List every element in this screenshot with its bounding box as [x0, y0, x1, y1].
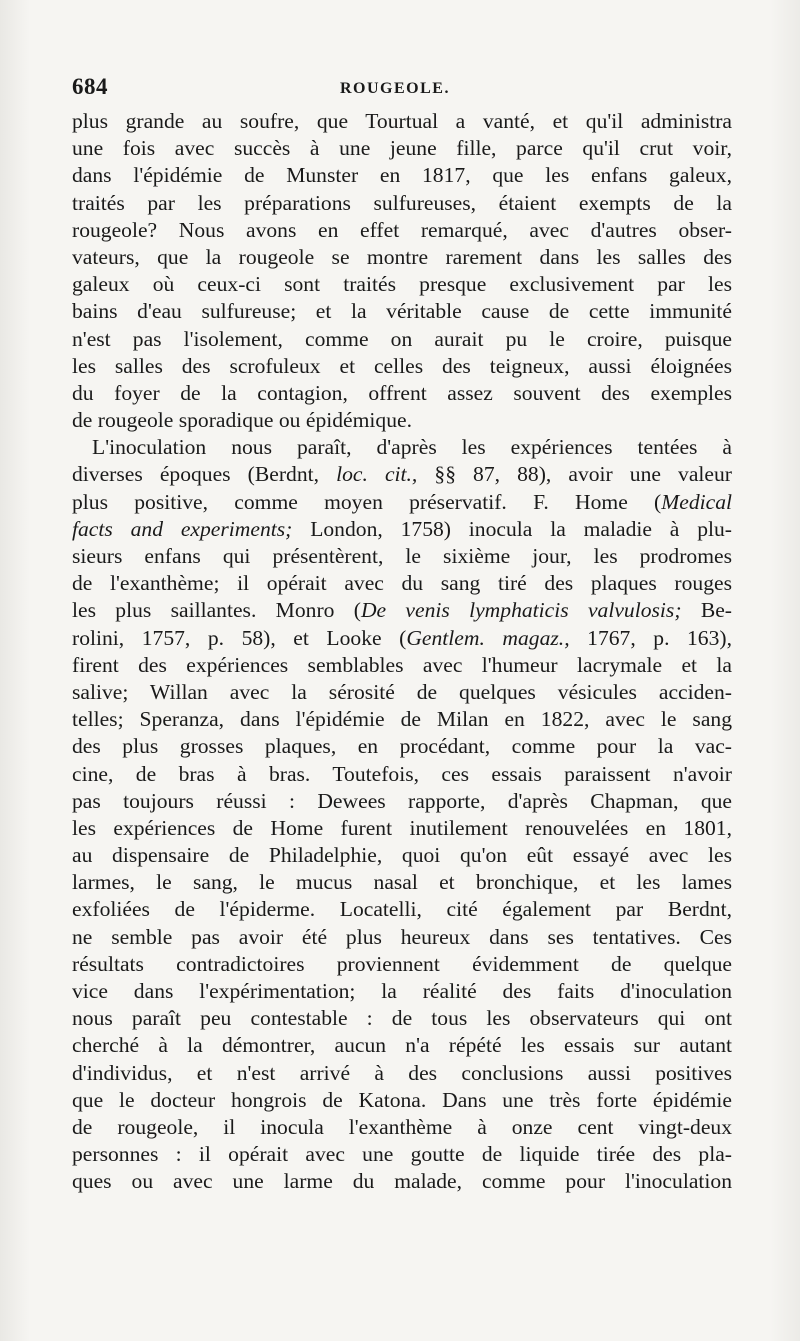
text-line: ne semble pas avoir été plus heureux dans ses tentatives. Ces	[72, 924, 732, 949]
text-line: les salles des scrofuleux et celles des teigneux, aussi éloignées	[72, 353, 732, 378]
text-line: plus grande au soufre, que Tourtual a vanté, et qu'il administra	[72, 109, 732, 133]
text-line: telles; Speranza, dans l'épidémie de Milan en 1822, avec le sang	[72, 707, 732, 732]
text-line: rougeole? Nous avons en effet remarqué, avec d'autres obser-	[72, 217, 732, 242]
text-line: de rougeole sporadique ou épidémique.	[72, 408, 412, 433]
text-line: cherché à la démontrer, aucun n'a répété les essais sur autant	[72, 1033, 732, 1058]
text-line: firent des expériences semblables avec l'humeur lacrymale et la	[72, 652, 732, 677]
text-line: des plus grosses plaques, en procédant, comme pour la vac-	[72, 734, 732, 759]
text-line: au dispensaire de Philadelphie, quoi qu'on eût essayé avec les	[72, 843, 732, 868]
running-title: ROUGEOLE.	[340, 80, 450, 97]
text-line: L'inoculation nous paraît, d'après les expériences tentées à	[92, 435, 732, 460]
text-line: plus positive, comme moyen préservatif. F. Home (Medical	[72, 489, 732, 514]
text-line: vateurs, que la rougeole se montre rarement dans les salles des	[72, 244, 732, 269]
text-line: de l'exanthème; il opérait avec du sang tiré des plaques rouges	[72, 571, 732, 596]
body-text	[72, 108, 732, 1196]
text-line: vice dans l'expérimentation; la réalité des faits d'inoculation	[72, 979, 732, 1003]
text-line: traités par les préparations sulfureuses, étaient exempts de la	[72, 190, 732, 215]
text-line: salive; Willan avec la sérosité de quelques vésicules acciden-	[72, 679, 732, 704]
text-line: les expériences de Home furent inutilement renouvelées en 1801,	[72, 815, 732, 840]
text-line: du foyer de la contagion, offrent assez souvent des exemples	[72, 380, 732, 405]
text-line: que le docteur hongrois de Katona. Dans une très forte épidémie	[72, 1087, 732, 1112]
running-head	[72, 74, 732, 102]
page-number: 684	[72, 74, 108, 99]
text-line: exfoliées de l'épiderme. Locatelli, cité également par Berdnt,	[72, 897, 732, 922]
text-line: sieurs enfans qui présentèrent, le sixième jour, les prodromes	[72, 544, 732, 568]
text-line: nous paraît peu contestable : de tous les observateurs qui ont	[72, 1006, 732, 1031]
text-line: facts and experiments; London, 1758) inocula la maladie à plu-	[72, 516, 732, 541]
text-line: les plus saillantes. Monro (De venis lymphaticis valvulosis; Be-	[72, 598, 732, 623]
text-line: n'est pas l'isolement, comme on aurait pu le croire, puisque	[72, 326, 732, 351]
text-line: d'individus, et n'est arrivé à des conclusions aussi positives	[72, 1060, 732, 1085]
text-line: galeux où ceux-ci sont traités presque exclusivement par les	[72, 272, 732, 297]
text-line: ques ou avec une larme du malade, comme pour l'inoculation	[72, 1169, 732, 1194]
text-line: dans l'épidémie de Munster en 1817, que les enfans galeux,	[72, 163, 732, 188]
text-line: de rougeole, il inocula l'exanthème à onze cent vingt-deux	[72, 1114, 732, 1139]
text-line: larmes, le sang, le mucus nasal et bronchique, et les lames	[72, 870, 732, 895]
text-line: bains d'eau sulfureuse; et la véritable cause de cette immunité	[72, 299, 732, 324]
text-line: diverses époques (Berdnt, loc. cit., §§ 87, 88), avoir une valeur	[72, 462, 732, 487]
text-line: une fois avec succès à une jeune fille, parce qu'il crut voir,	[72, 136, 732, 161]
text-line: personnes : il opérait avec une goutte de liquide tirée des pla-	[72, 1142, 732, 1167]
text-line: pas toujours réussi : Dewees rapporte, d'après Chapman, que	[72, 788, 732, 813]
text-line: cine, de bras à bras. Toutefois, ces essais paraissent n'avoir	[72, 761, 732, 786]
text-line: résultats contradictoires proviennent évidemment de quelque	[72, 951, 732, 976]
text-line: rolini, 1757, p. 58), et Looke (Gentlem. magaz., 1767, p. 163),	[72, 625, 732, 650]
